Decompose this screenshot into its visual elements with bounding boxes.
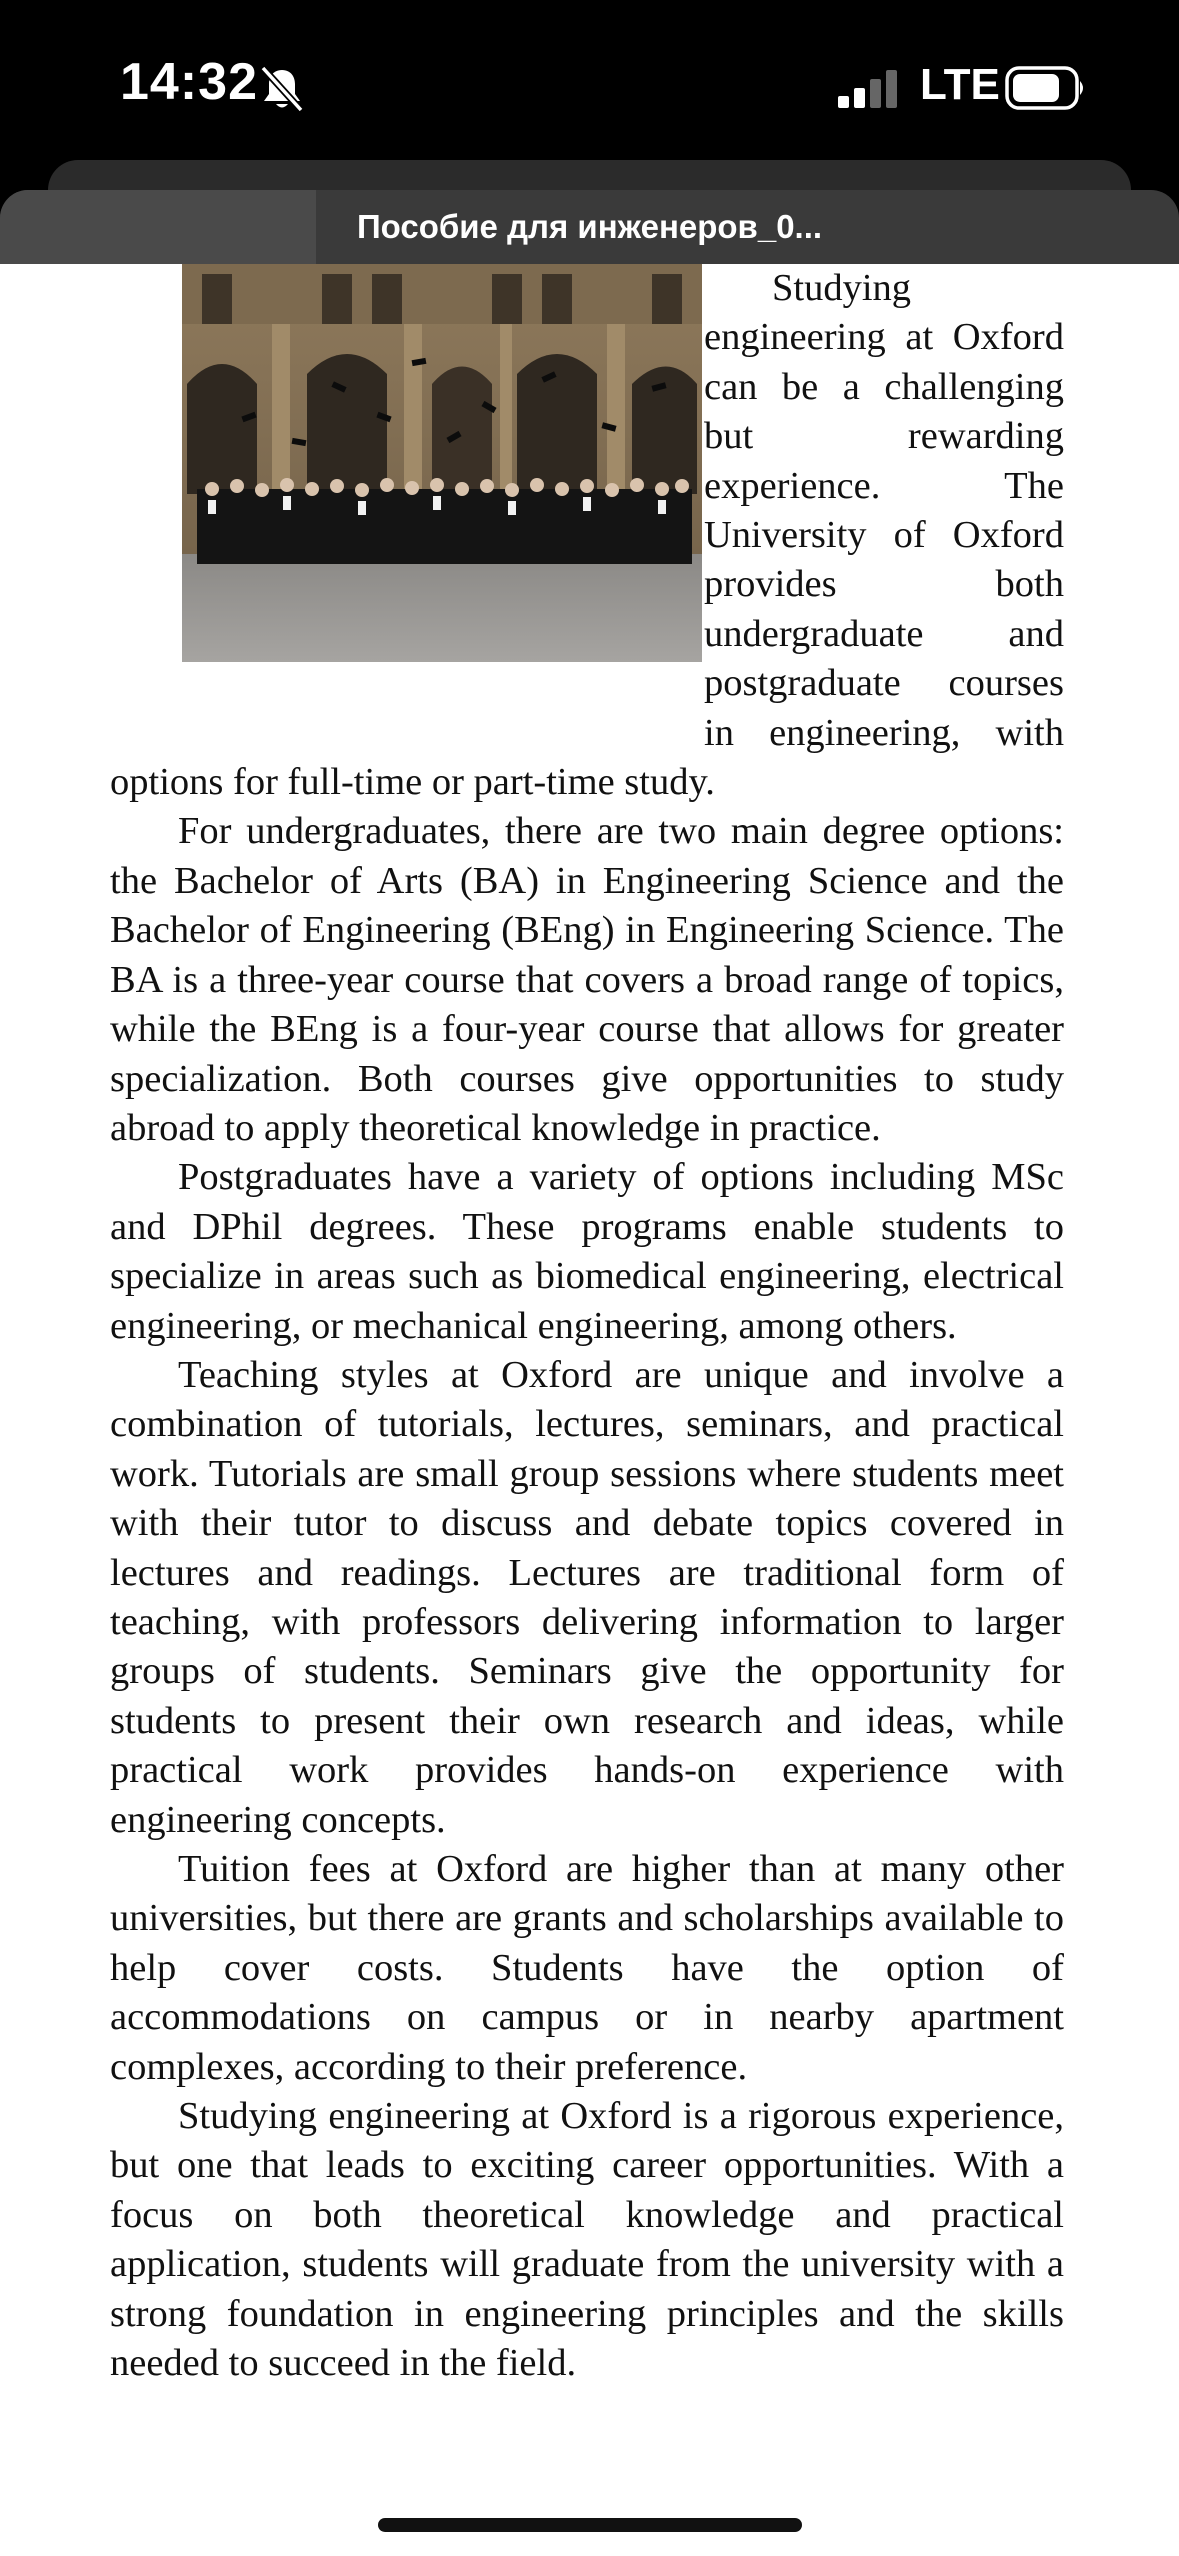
battery-icon xyxy=(1005,66,1087,110)
bell-slash-icon xyxy=(255,62,309,116)
paragraph: Postgraduates have a variety of options including MSc and DPhil degrees. These programs enable students to specialize in areas such as biomedical engineering, electrical engineering, or mechanical engineering, among others. xyxy=(110,1156,1064,1347)
status-time: 14:32 xyxy=(120,53,258,111)
signal-bars-icon xyxy=(838,68,902,108)
paragraph: Tuition fees at Oxford are higher than at many other universities, but there are grants and scholarships available to help cover costs. Students have the option of accommodations on campus or in nearby apartment complexes, according to their preference. xyxy=(110,1848,1064,2088)
document-page[interactable] xyxy=(0,264,1179,2556)
network-type: LTE xyxy=(920,60,1000,109)
document-title[interactable]: Пособие для инженеров_0... xyxy=(356,208,823,245)
paragraph: Studying engineering at Oxford is a rigorous experience, but one that leads to exciting career opportunities. With a focus on both theoretical knowledge and practical application, students will graduate from the university with a strong foundation in engineering principles and the skills needed to succeed in the field. xyxy=(110,2095,1064,2385)
status-bar xyxy=(0,0,1179,175)
paragraph: For undergraduates, there are two main degree options: the Bachelor of Arts (BA) in Engineering Science and the Bachelor of Engineering (BEng) in Engineering Science. The BA is a three-year course that covers a broad range of topics, while the BEng is a four-year course that allows for greater specialization. Both courses give opportunities to study abroad to apply theoretical knowledge in practice. xyxy=(110,810,1064,1149)
home-indicator[interactable] xyxy=(378,2518,802,2532)
paragraph: Teaching styles at Oxford are unique and involve a combination of tutorials, lectures, seminars, and practical work. Tutorials are small group sessions where students meet with their tutor to discuss and debate topics covered in lectures and readings. Lectures are traditional form of teaching, with professors delivering information to larger groups of students. Seminars give the opportunity for students to present their own research and ideas, while practical work provides hands-on experience with engineering concepts. xyxy=(110,1353,1064,1841)
viewer-header xyxy=(0,190,1179,264)
paragraph: Studying engineering at Oxford can be a challenging but rewarding experience. The University of Oxford provides both undergraduate and postgraduate courses in engineering, with options for full-time or part-time study. xyxy=(110,267,1064,804)
document-text xyxy=(110,264,1064,2388)
